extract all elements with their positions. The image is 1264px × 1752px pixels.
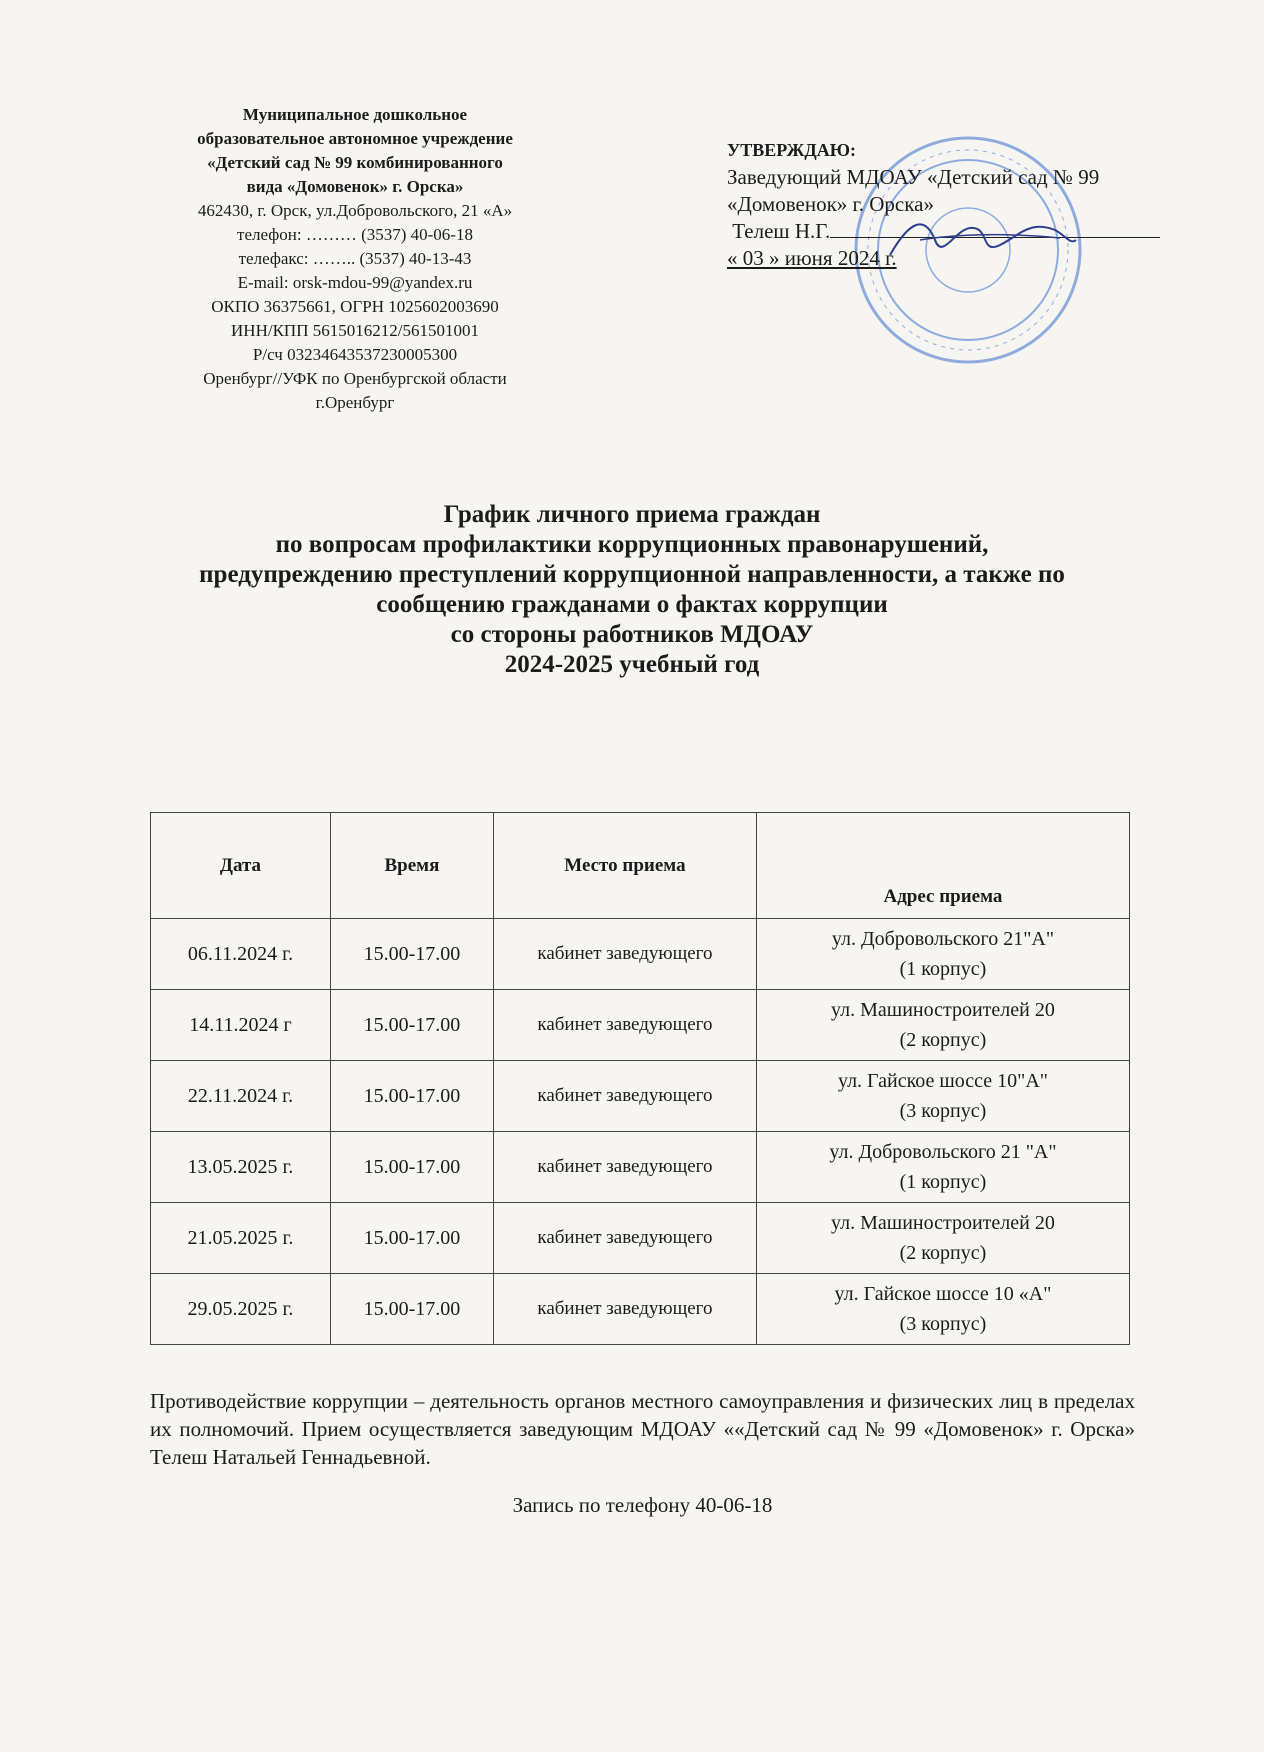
approval-label: УТВЕРЖДАЮ:: [727, 140, 857, 160]
title-line-3: предупреждению преступлений коррупционной направленности, а также по: [199, 561, 1065, 588]
cell-place: кабинет заведующего: [493, 1203, 756, 1274]
cell-address: [756, 1274, 1129, 1345]
cell-address: [756, 990, 1129, 1061]
org-fax: телефакс: …….. (3537) 40-13-43: [238, 249, 472, 268]
cell-time: 15.00-17.00: [330, 1132, 493, 1203]
approval-name: Телеш Н.Г.: [732, 219, 831, 243]
address-street: ул. Добровольского 21 "А": [829, 1141, 1057, 1163]
org-email: E-mail: orsk-mdou-99@yandex.ru: [237, 273, 473, 292]
org-bank: Оренбург//УФК по Оренбургской области: [203, 369, 507, 388]
table-row: [151, 1274, 1130, 1345]
cell-time: 15.00-17.00: [330, 1203, 493, 1274]
table-row: [151, 1061, 1130, 1132]
address-street: ул. Добровольского 21"А": [831, 928, 1055, 950]
cell-address: [756, 1061, 1129, 1132]
cell-date: 06.11.2024 г.: [151, 919, 331, 990]
cell-time: 15.00-17.00: [330, 990, 493, 1061]
approval-position-line-1: Заведующий МДОАУ «Детский сад № 99: [727, 165, 1100, 189]
cell-time: 15.00-17.00: [330, 919, 493, 990]
title-line-4: сообщению гражданами о фактах коррупции: [376, 591, 888, 618]
title-line-2: по вопросам профилактики коррупционных правонарушений,: [275, 531, 989, 558]
schedule-table: [150, 812, 1130, 1345]
header-place: Место приема: [493, 813, 756, 919]
cell-address: [756, 1132, 1129, 1203]
table-row: [151, 990, 1130, 1061]
title-line-5: со стороны работников МДОАУ: [450, 621, 814, 648]
cell-time: 15.00-17.00: [330, 1274, 493, 1345]
org-name-line-1: Муниципальное дошкольное: [242, 105, 468, 124]
header-date: Дата: [151, 813, 331, 919]
table-row: [151, 1203, 1130, 1274]
org-phone: телефон: ……… (3537) 40-06-18: [237, 225, 473, 244]
cell-date: 14.11.2024 г: [151, 990, 331, 1061]
org-address: 462430, г. Орск, ул.Добровольского, 21 «А»: [197, 201, 513, 220]
table-row: [151, 1132, 1130, 1203]
cell-address: [756, 919, 1129, 990]
approval-date: « 03 » июня 2024 г.: [727, 246, 897, 270]
cell-place: кабинет заведующего: [493, 1132, 756, 1203]
cell-place: кабинет заведующего: [493, 919, 756, 990]
address-building: (1 корпус): [899, 958, 987, 980]
header-time: Время: [330, 813, 493, 919]
org-inn: ИНН/КПП 5615016212/561501001: [231, 321, 479, 340]
org-name-line-4: вида «Домовенок» г. Орска»: [246, 177, 464, 196]
footer-text: Противодействие коррупции – деятельность органов местного самоуправления и физических лиц в пределах их полномочий. Прием осуществляется заведующим МДОАУ ««Детский сад № 99 «Домовенок» г. Орска» Телеш Натальей Геннадьевной.: [150, 1389, 1135, 1469]
cell-place: кабинет заведующего: [493, 1061, 756, 1132]
document-title: [120, 500, 1144, 680]
cell-date: 29.05.2025 г.: [151, 1274, 331, 1345]
cell-time: 15.00-17.00: [330, 1061, 493, 1132]
header-address: Адрес приема: [756, 813, 1129, 919]
org-account: Р/сч 03234643537230005300: [252, 345, 458, 364]
address-building: (3 корпус): [899, 1313, 987, 1335]
title-line-6: 2024-2025 учебный год: [504, 651, 760, 678]
address-building: (1 корпус): [899, 1171, 987, 1193]
org-city: г.Оренбург: [315, 393, 395, 412]
footer-phone: Запись по телефону 40-06-18: [512, 1493, 773, 1517]
address-building: (2 корпус): [899, 1029, 987, 1051]
address-street: ул. Машиностроителей 20: [831, 1212, 1055, 1234]
org-name-line-3: «Детский сад № 99 комбинированного: [207, 153, 503, 172]
org-name-line-2: образовательное автономное учреждение: [197, 129, 513, 148]
address-building: (3 корпус): [899, 1100, 987, 1122]
approval-position-line-2: «Домовенок» г. Орска»: [727, 192, 934, 216]
org-okpo: ОКПО 36375661, ОГРН 1025602003690: [211, 297, 499, 316]
address-building: (2 корпус): [899, 1242, 987, 1264]
table-header-row: [151, 813, 1130, 919]
address-street: ул. Машиностроителей 20: [831, 999, 1055, 1021]
cell-place: кабинет заведующего: [493, 1274, 756, 1345]
address-street: ул. Гайское шоссе 10"А": [837, 1070, 1048, 1092]
cell-date: 13.05.2025 г.: [151, 1132, 331, 1203]
cell-date: 21.05.2025 г.: [151, 1203, 331, 1274]
cell-date: 22.11.2024 г.: [151, 1061, 331, 1132]
address-street: ул. Гайское шоссе 10 «А": [834, 1283, 1052, 1305]
cell-place: кабинет заведующего: [493, 990, 756, 1061]
organization-block: [150, 103, 560, 415]
title-line-1: График личного приема граждан: [443, 501, 821, 528]
signature: [880, 200, 1080, 280]
cell-address: [756, 1203, 1129, 1274]
table-row: [151, 919, 1130, 990]
